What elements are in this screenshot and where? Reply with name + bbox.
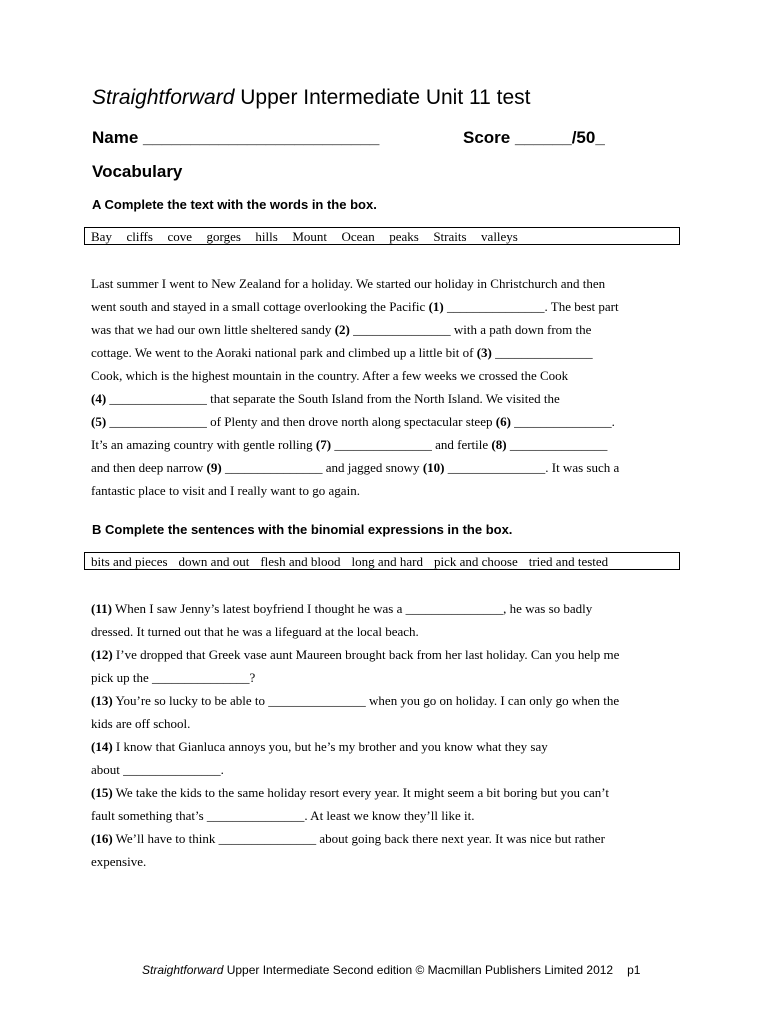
item-number: (14) bbox=[91, 739, 113, 754]
part-a-line bbox=[91, 410, 681, 433]
part-a-line bbox=[91, 433, 681, 456]
part-b-word: long and hard bbox=[351, 554, 423, 569]
title-rest: Upper Intermediate Unit 11 test bbox=[234, 86, 531, 109]
item-number: (2) bbox=[334, 322, 350, 337]
part-a-line bbox=[91, 456, 681, 479]
part-a-line bbox=[91, 479, 681, 502]
item-number: (9) bbox=[206, 460, 222, 475]
text-segment: pick up the _______________? bbox=[91, 670, 256, 685]
text-segment: Cook, which is the highest mountain in the country. After a few weeks we crossed the Cook bbox=[91, 368, 569, 383]
part-a-text bbox=[91, 272, 681, 502]
part-a-line bbox=[91, 341, 681, 364]
text-segment: When I saw Jenny’s latest boyfriend I thought he was a _______________, he was so badly bbox=[111, 601, 593, 616]
part-a-line bbox=[91, 272, 681, 295]
part-b-line bbox=[91, 597, 681, 620]
part-b-line bbox=[91, 758, 681, 781]
text-segment: I know that Gianluca annoys you, but he’s my brother and you know what they say bbox=[112, 739, 548, 754]
part-b-line bbox=[91, 620, 681, 643]
text-segment: went south and stayed in a small cottage overlooking the Pacific bbox=[91, 299, 429, 314]
text-segment: _______________ bbox=[506, 437, 608, 452]
text-segment: _______________. The best part bbox=[443, 299, 619, 314]
item-number: (7) bbox=[315, 437, 332, 452]
item-number: (6) bbox=[495, 414, 511, 429]
item-number: (8) bbox=[491, 437, 507, 452]
part-a-instruction: A Complete the text with the words in the box. bbox=[92, 197, 377, 212]
text-segment: about _______________. bbox=[91, 762, 224, 777]
part-a-word: Bay bbox=[91, 229, 112, 244]
part-b-word: tried and tested bbox=[528, 554, 609, 569]
part-b-line bbox=[91, 643, 681, 666]
part-b-sentences bbox=[91, 597, 681, 873]
footer-book-name: Straightforward bbox=[142, 963, 224, 977]
part-a-line bbox=[91, 387, 681, 410]
part-b-instruction: B Complete the sentences with the binomial expressions in the box. bbox=[92, 522, 513, 537]
page-title bbox=[92, 86, 531, 110]
part-b-line bbox=[91, 827, 681, 850]
part-b-line bbox=[91, 850, 681, 873]
part-a-line bbox=[91, 295, 681, 318]
text-segment: _______________ of Plenty and then drove north along spectacular steep bbox=[106, 414, 496, 429]
part-a-word: cliffs bbox=[126, 229, 153, 244]
item-number: (15) bbox=[91, 785, 113, 800]
text-segment: You’re so lucky to be able to _______________ when you go on holiday. I can only go when the bbox=[112, 693, 620, 708]
section-heading: Vocabulary bbox=[92, 162, 183, 181]
text-segment: It’s an amazing country with gentle rolling bbox=[91, 437, 316, 452]
part-b-line bbox=[91, 781, 681, 804]
part-a-line bbox=[91, 318, 681, 341]
text-segment: and then deep narrow bbox=[91, 460, 207, 475]
text-segment: was that we had our own little sheltered sandy bbox=[91, 322, 335, 337]
part-a-word: peaks bbox=[389, 229, 419, 244]
item-number: (16) bbox=[91, 831, 113, 846]
item-number: (10) bbox=[422, 460, 445, 475]
item-number: (11) bbox=[91, 601, 112, 616]
part-b-word: pick and choose bbox=[433, 554, 518, 569]
text-segment: expensive. bbox=[91, 854, 147, 869]
item-number: (1) bbox=[428, 299, 444, 314]
text-segment: _______________ that separate the South Island from the North Island. We visited the bbox=[106, 391, 560, 406]
part-a-word: valleys bbox=[481, 229, 518, 244]
text-segment: fault something that’s _______________. At least we know they’ll like it. bbox=[91, 808, 475, 823]
part-a-line bbox=[91, 364, 681, 387]
footer bbox=[142, 963, 640, 977]
part-b-word: flesh and blood bbox=[260, 554, 341, 569]
text-segment: _______________ and fertile bbox=[331, 437, 492, 452]
item-number: (5) bbox=[91, 414, 107, 429]
text-segment: _______________. It was such a bbox=[444, 460, 620, 475]
text-segment: fantastic place to visit and I really want to go again. bbox=[91, 483, 360, 498]
text-segment: _______________ bbox=[491, 345, 593, 360]
item-number: (3) bbox=[476, 345, 492, 360]
text-segment: _______________. bbox=[510, 414, 615, 429]
item-number: (4) bbox=[91, 391, 107, 406]
text-segment: dressed. It turned out that he was a lifeguard at the local beach. bbox=[91, 624, 419, 639]
part-b-line bbox=[91, 666, 681, 689]
text-segment: _______________ with a path down from the bbox=[349, 322, 592, 337]
part-a-word: gorges bbox=[206, 229, 241, 244]
part-b-line bbox=[91, 689, 681, 712]
part-b-word: bits and pieces bbox=[91, 554, 168, 569]
part-a-word-box bbox=[84, 227, 680, 245]
part-a-word: Straits bbox=[433, 229, 467, 244]
part-b-word-box bbox=[84, 552, 680, 570]
part-a-word: cove bbox=[167, 229, 192, 244]
part-b-word: down and out bbox=[178, 554, 250, 569]
item-number: (13) bbox=[91, 693, 113, 708]
text-segment: kids are off school. bbox=[91, 716, 191, 731]
part-b-line bbox=[91, 712, 681, 735]
text-segment: cottage. We went to the Aoraki national park and climbed up a little bit of bbox=[91, 345, 477, 360]
part-b-line bbox=[91, 735, 681, 758]
item-number: (12) bbox=[91, 647, 113, 662]
title-book-name: Straightforward bbox=[92, 86, 235, 109]
part-b-line bbox=[91, 804, 681, 827]
part-a-word: hills bbox=[255, 229, 278, 244]
text-segment: We’ll have to think _______________ about going back there next year. It was nice but rather bbox=[112, 831, 605, 846]
name-field: Name _________________________ bbox=[92, 128, 380, 147]
text-segment: We take the kids to the same holiday resort every year. It might seem a bit boring but you can’t bbox=[112, 785, 609, 800]
page-number: p1 bbox=[627, 963, 641, 977]
part-a-word: Mount bbox=[292, 229, 327, 244]
part-a-word: Ocean bbox=[341, 229, 375, 244]
footer-copyright: Upper Intermediate Second edition © Macmillan Publishers Limited 2012 bbox=[223, 963, 614, 977]
score-field: Score ______/50_ bbox=[463, 128, 605, 147]
text-segment: I’ve dropped that Greek vase aunt Maureen brought back from her last holiday. Can you help me bbox=[112, 647, 620, 662]
text-segment: _______________ and jagged snowy bbox=[221, 460, 423, 475]
text-segment: Last summer I went to New Zealand for a holiday. We started our holiday in Christchurch and then bbox=[91, 276, 606, 291]
